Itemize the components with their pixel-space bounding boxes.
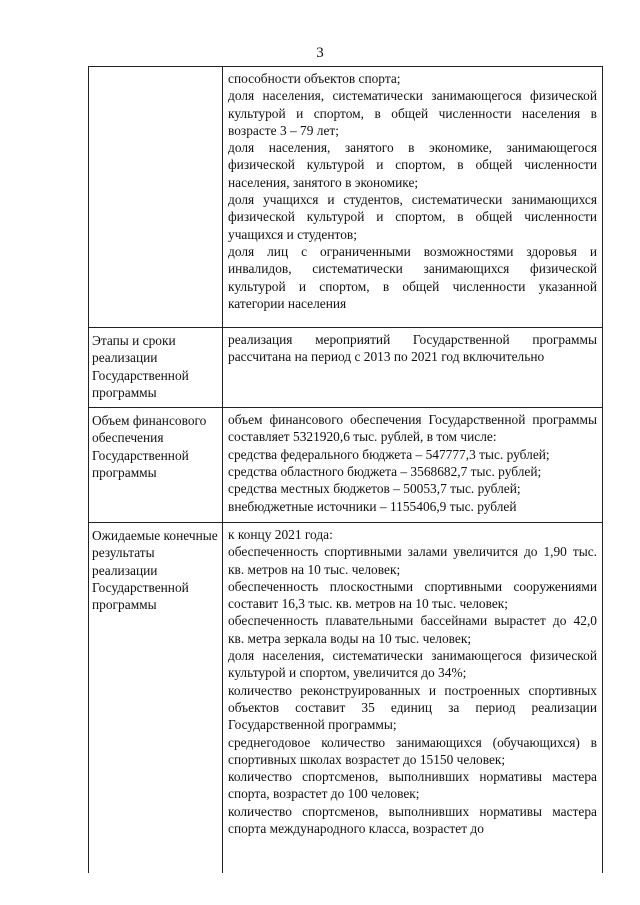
table-row <box>89 67 603 328</box>
text-line: количество спортсменов, выполнивших нормативы мастера спорта, возрастет до 100 человек; <box>228 769 597 802</box>
text-line: доля учащихся и студентов, систематически занимающихся физической культурой и спортом, в общей численности учащихся и студентов; <box>228 192 597 242</box>
program-passport-table <box>88 66 603 873</box>
text-line: доля населения, занятого в экономике, занимающегося физической культурой и спортом, в общей численности населения, занятого в экономике; <box>228 140 597 190</box>
text-line: среднегодовое количество занимающихся (обучающихся) в спортивных школах возрастет до 15150 человек; <box>228 734 597 767</box>
text-line: объем финансового обеспечения Государственной программы составляет 5321920,6 тыс. рублей, в том числе: <box>228 412 597 445</box>
text-line: реализация мероприятий Государственной программы рассчитана на период с 2013 по 2021 год включительно <box>228 332 597 365</box>
row-content <box>223 67 603 328</box>
text-line: доля населения, систематически занимающегося физической культурой и спортом, в общей численности населения в возрасте 3 – 79 лет; <box>228 88 597 138</box>
page-number: 3 <box>316 45 324 61</box>
text-line: средства федерального бюджета – 547777,3 тыс. рублей; <box>228 446 550 462</box>
text-line: внебюджетные источники – 1155406,9 тыс. рублей <box>228 498 517 514</box>
text-line: обеспеченность спортивными залами увеличится до 1,90 тыс. кв. метров на 10 тыс. человек; <box>228 544 597 577</box>
row-label: Объем финансового обеспечения Государственной программы <box>89 408 223 523</box>
row-content <box>223 328 603 408</box>
text-line: количество реконструированных и построенных спортивных объектов составит 35 единиц за период реализации Государственной программы; <box>228 682 597 733</box>
row-label: Этапы и сроки реализации Государственной программы <box>89 328 223 408</box>
text-line: способности объектов спорта; <box>228 71 401 86</box>
text-line: доля лиц с ограниченными возможностями здоровья и инвалидов, систематически занимающихся физической культурой и спортом, в общей численности указанной категории населения <box>228 243 597 311</box>
row-label: Ожидаемые конечные результаты реализации Государственной программы <box>89 522 223 873</box>
row-content <box>223 408 603 523</box>
row-label <box>89 67 223 328</box>
table-row <box>89 522 603 873</box>
text-line: обеспеченность плавательными бассейнами вырастет до 42,0 кв. метра зеркала воды на 10 тыс. человек; <box>228 613 597 646</box>
text-line: доля населения, систематически занимающегося физической культурой и спортом, увеличится до 34%; <box>228 648 597 681</box>
text-line: количество спортсменов, выполнивших нормативы мастера спорта международного класса, возрастет до <box>228 803 597 837</box>
text-line: к концу 2021 года: <box>228 526 333 542</box>
table-row <box>89 408 603 523</box>
text-line: средства областного бюджета – 3568682,7 тыс. рублей; <box>228 464 542 480</box>
table-row <box>89 328 603 408</box>
text-line: средства местных бюджетов – 50053,7 тыс. рублей; <box>228 481 521 497</box>
row-content <box>223 522 603 873</box>
text-line: обеспеченность плоскостными спортивными сооружениями составит 16,3 тыс. кв. метров на 10 тыс. человек; <box>228 578 597 612</box>
